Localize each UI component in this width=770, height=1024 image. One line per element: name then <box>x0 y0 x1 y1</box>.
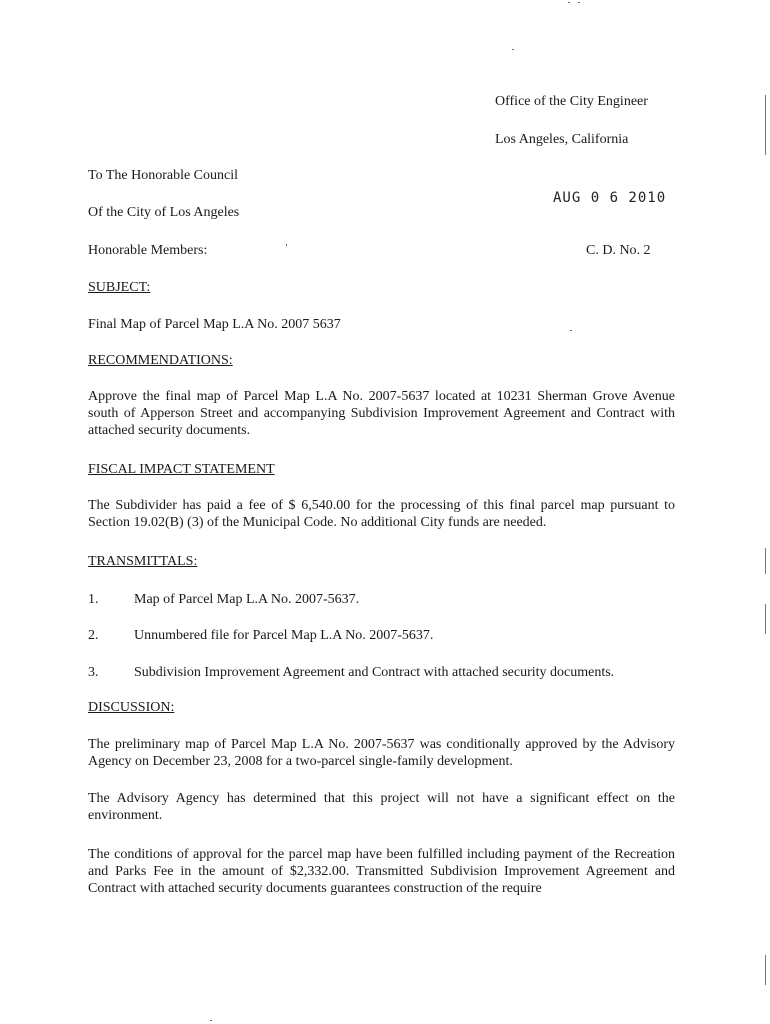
salutation: Honorable Members: <box>88 243 208 258</box>
office-city: Los Angeles, California <box>495 132 629 147</box>
transmittal-item: Unnumbered file for Parcel Map L.A No. 2007-5637. <box>134 628 434 643</box>
scan-speck <box>210 1020 212 1021</box>
address-line-2: Of the City of Los Angeles <box>88 205 240 220</box>
discussion-paragraph: The conditions of approval for the parcel map have been fulfilled including payment of the Recreation and Parks Fee in the amount of $2,332.00. Transmitted Subdivision Improvement Agreement and Contract with attached security documents guarantees construction of the require <box>88 847 675 896</box>
transmittals-heading: TRANSMITTALS: <box>88 554 198 569</box>
scan-speck <box>512 49 514 50</box>
discussion-paragraph: The preliminary map of Parcel Map L.A No. 2007-5637 was conditionally approved by the Advisory Agency on December 23, 2008 for a two-parcel single-family development. <box>88 737 675 769</box>
scan-speck <box>570 330 572 331</box>
office-title: Office of the City Engineer <box>495 94 648 109</box>
subject-heading: SUBJECT: <box>88 280 151 295</box>
transmittal-number: 2. <box>88 628 99 643</box>
scan-speck <box>568 2 570 3</box>
fiscal-impact-text: The Subdivider has paid a fee of $ 6,540.00 for the processing of this final parcel map pursuant to Section 19.02(B) (3) of the Municipal Code. No additional City funds are needed. <box>88 498 675 530</box>
address-line-1: To The Honorable Council <box>88 168 239 183</box>
fiscal-impact-heading: FISCAL IMPACT STATEMENT <box>88 462 275 477</box>
scan-edge-mark <box>765 955 766 985</box>
scan-speck <box>578 2 580 3</box>
scan-edge-mark <box>765 548 766 574</box>
scan-speck <box>286 244 287 246</box>
transmittal-number: 1. <box>88 592 99 607</box>
scan-edge-mark <box>765 95 766 155</box>
subject-text: Final Map of Parcel Map L.A No. 2007 5637 <box>88 317 341 332</box>
transmittal-item: Subdivision Improvement Agreement and Contract with attached security documents. <box>134 665 615 680</box>
discussion-heading: DISCUSSION: <box>88 700 175 715</box>
transmittal-item: Map of Parcel Map L.A No. 2007-5637. <box>134 592 360 607</box>
council-district-number: C. D. No. 2 <box>586 243 651 258</box>
recommendations-heading: RECOMMENDATIONS: <box>88 353 233 368</box>
transmittal-number: 3. <box>88 665 99 680</box>
recommendations-text: Approve the final map of Parcel Map L.A No. 2007-5637 located at 10231 Sherman Grove Avenue south of Apperson Street and accompanying Subdivision Improvement Agreement and Contract with attached security documents. <box>88 389 675 438</box>
discussion-paragraph: The Advisory Agency has determined that this project will not have a significant effect on the environment. <box>88 791 675 823</box>
received-date-stamp: AUG 0 6 2010 <box>553 190 667 206</box>
scan-edge-mark <box>765 604 766 634</box>
